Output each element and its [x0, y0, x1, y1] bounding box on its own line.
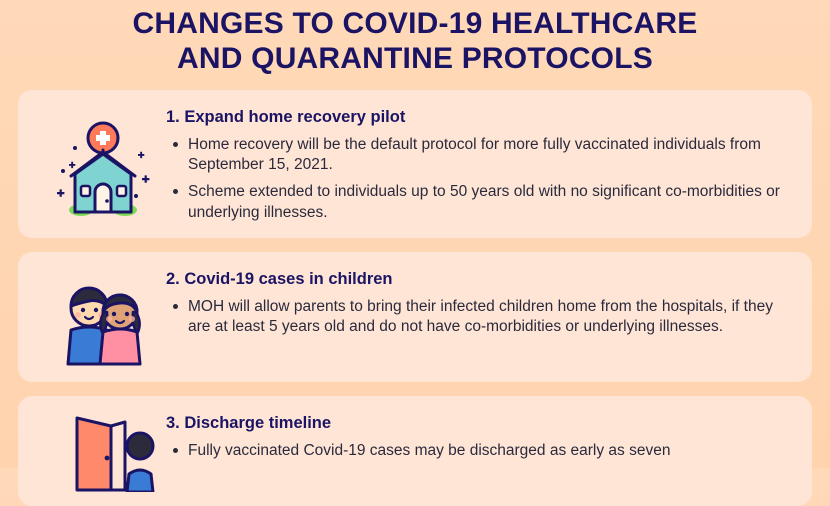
list-item: Home recovery will be the default protocol for more fully vaccinated individuals from September 15, 2021.: [188, 135, 796, 175]
page-title: [18, 0, 812, 76]
list-item: Fully vaccinated Covid-19 cases may be discharged as early as seven: [188, 441, 796, 461]
hospital-house-icon: [34, 102, 166, 224]
section-heading-2: 2. Covid-19 cases in children: [166, 270, 393, 289]
section-card-2: [18, 252, 812, 382]
section-heading-3: 3. Discharge timeline: [166, 414, 332, 433]
section-heading-1: 1. Expand home recovery pilot: [166, 108, 406, 127]
section-points-1: [166, 135, 796, 223]
page-title-line-2: AND QUARANTINE PROTOCOLS: [177, 42, 653, 76]
section-points-3: [166, 441, 796, 461]
section-body-3: [166, 408, 796, 461]
list-item: Scheme extended to individuals up to 50 years old with no significant co-morbidities or underlying illnesses.: [188, 182, 796, 222]
section-points-2: [166, 297, 796, 337]
section-body-2: [166, 264, 796, 337]
section-card-1: [18, 90, 812, 238]
two-children-icon: [34, 264, 166, 368]
section-body-1: [166, 102, 796, 223]
section-card-3: [18, 396, 812, 506]
door-discharge-icon: [34, 408, 166, 492]
list-item: MOH will allow parents to bring their infected children home from the hospitals, if they are at least 5 years old and do not have co-morbidities or underlying illnesses.: [188, 297, 796, 337]
page-title-line-1: CHANGES TO COVID-19 HEALTHCARE: [132, 7, 698, 40]
